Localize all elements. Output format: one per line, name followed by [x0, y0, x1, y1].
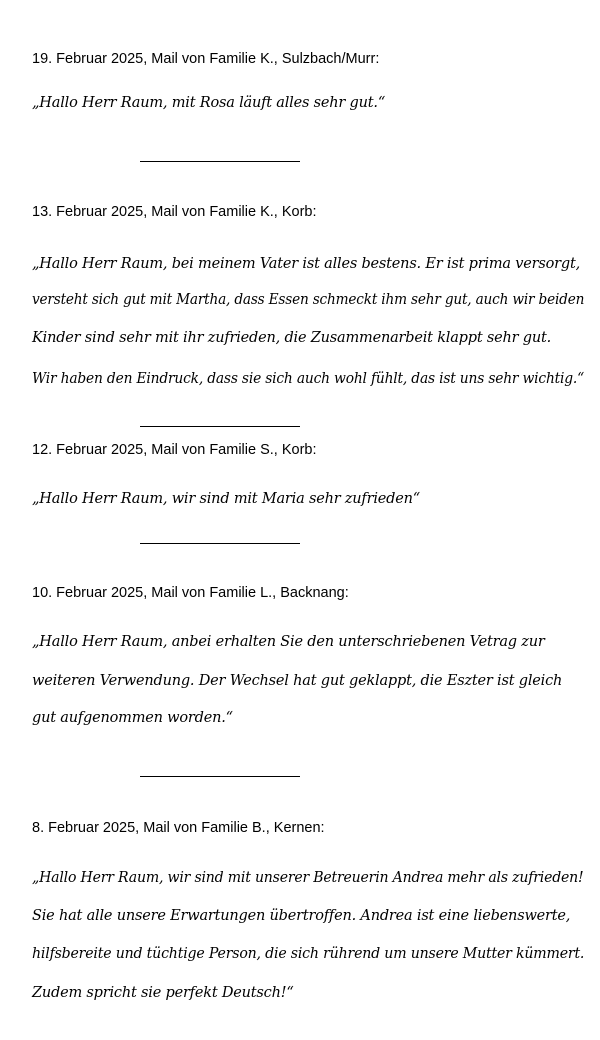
separator-line	[140, 543, 300, 544]
testimonial-text-line: „Hallo Herr Raum, wir sind mit Maria sehr zufrieden“	[32, 491, 420, 507]
testimonial-text-line: weiteren Verwendung. Der Wechsel hat gut geklappt, die Eszter ist gleich	[32, 673, 563, 689]
testimonial-text-line: Wir haben den Eindruck, dass sie sich auch wohl fühlt, das ist uns sehr wichtig.“	[32, 371, 584, 387]
testimonial-text-line: Sie hat alle unsere Erwartungen übertroffen. Andrea ist eine liebenswerte,	[32, 908, 571, 924]
separator-line	[140, 776, 300, 777]
testimonial-text-line: „Hallo Herr Raum, mit Rosa läuft alles sehr gut.“	[32, 95, 386, 111]
testimonial-text-line: „Hallo Herr Raum, bei meinem Vater ist alles bestens. Er ist prima versorgt,	[32, 256, 580, 272]
separator-line	[140, 426, 300, 427]
testimonial-text-line: hilfsbereite und tüchtige Person, die sich rührend um unsere Mutter kümmert.	[32, 946, 585, 962]
testimonial-text-line: versteht sich gut mit Martha, dass Essen schmeckt ihm sehr gut, auch wir beiden	[32, 292, 585, 308]
testimonial-text-line: gut aufgenommen worden.“	[32, 710, 233, 726]
testimonial-text-line: Kinder sind sehr mit ihr zufrieden, die Zusammenarbeit klappt sehr gut.	[32, 330, 552, 346]
testimonial-heading: 8. Februar 2025, Mail von Familie B., Kernen:	[32, 820, 325, 836]
testimonial-heading: 10. Februar 2025, Mail von Familie L., Backnang:	[32, 585, 349, 601]
testimonial-text-line: Zudem spricht sie perfekt Deutsch!“	[32, 985, 294, 1001]
testimonial-heading: 12. Februar 2025, Mail von Familie S., Korb:	[32, 442, 317, 458]
testimonial-text-line: „Hallo Herr Raum, anbei erhalten Sie den unterschriebenen Vetrag zur	[32, 634, 545, 650]
testimonial-heading: 13. Februar 2025, Mail von Familie K., Korb:	[32, 204, 317, 220]
testimonial-heading: 19. Februar 2025, Mail von Familie K., Sulzbach/Murr:	[32, 51, 380, 67]
separator-line	[140, 161, 300, 162]
testimonial-text-line: „Hallo Herr Raum, wir sind mit unserer Betreuerin Andrea mehr als zufrieden!	[32, 870, 584, 886]
